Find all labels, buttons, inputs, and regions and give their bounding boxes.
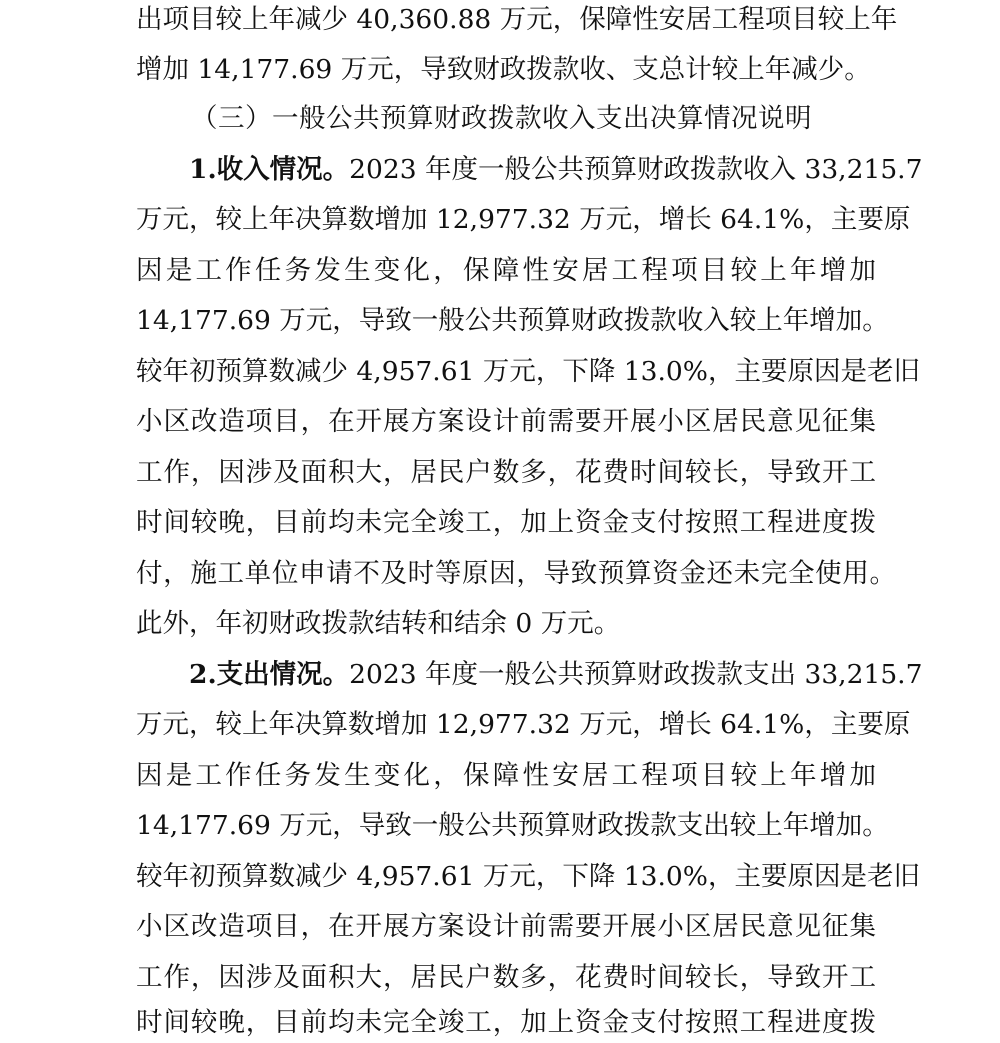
paragraph-line: 较年初预算数减少 4,957.61 万元，下降 13.0%，主要原因是老旧: [136, 861, 920, 892]
paragraph-line: 工作，因涉及面积大，居民户数多，花费时间较长，导致开工: [136, 457, 876, 488]
paragraph-line: 付，施工单位申请不及时等原因，导致预算资金还未完全使用。: [136, 558, 896, 589]
paragraph-line: 因是工作任务发生变化，保障性安居工程项目较上年增加: [136, 760, 876, 791]
paragraph-line: 因是工作任务发生变化，保障性安居工程项目较上年增加: [136, 255, 876, 286]
paragraph-line: 时间较晚，目前均未完全竣工，加上资金支付按照工程进度拨: [136, 1007, 876, 1038]
paragraph-line: 14,177.69 万元，导致一般公共预算财政拨款收入较上年增加。: [136, 305, 889, 336]
section-heading: （三）一般公共预算财政拨款收入支出决算情况说明: [191, 103, 812, 134]
paragraph-line-text: 2023 年度一般公共预算财政拨款支出 33,215.7: [349, 659, 923, 690]
paragraph-line: 工作，因涉及面积大，居民户数多，花费时间较长，导致开工: [136, 962, 876, 993]
paragraph-line: 14,177.69 万元，导致一般公共预算财政拨款支出较上年增加。: [136, 810, 889, 841]
paragraph-line: 此外，年初财政拨款结转和结余 0 万元。: [136, 608, 621, 639]
paragraph-line: 增加 14,177.69 万元，导致财政拨款收、支总计较上年减少。: [136, 54, 871, 85]
paragraph-line: 时间较晚，目前均未完全竣工，加上资金支付按照工程进度拨: [136, 507, 876, 538]
paragraph-line: 较年初预算数减少 4,957.61 万元，下降 13.0%，主要原因是老旧: [136, 356, 920, 387]
paragraph-line: 小区改造项目，在开展方案设计前需要开展小区居民意见征集: [136, 406, 876, 437]
paragraph-line: 小区改造项目，在开展方案设计前需要开展小区居民意见征集: [136, 911, 876, 942]
paragraph-line: 出项目较上年减少 40,360.88 万元，保障性安居工程项目较上年: [136, 4, 898, 35]
paragraph-line-text: 2023 年度一般公共预算财政拨款收入 33,215.7: [349, 154, 923, 185]
paragraph-first-line: [189, 153, 923, 187]
expense-lead: 2.支出情况。: [189, 659, 350, 690]
paragraph-line: 万元，较上年决算数增加 12,977.32 万元，增长 64.1%，主要原: [136, 204, 911, 235]
paragraph-first-line: [189, 658, 923, 692]
paragraph-line: 万元，较上年决算数增加 12,977.32 万元，增长 64.1%，主要原: [136, 709, 911, 740]
income-lead: 1.收入情况。: [189, 154, 350, 185]
